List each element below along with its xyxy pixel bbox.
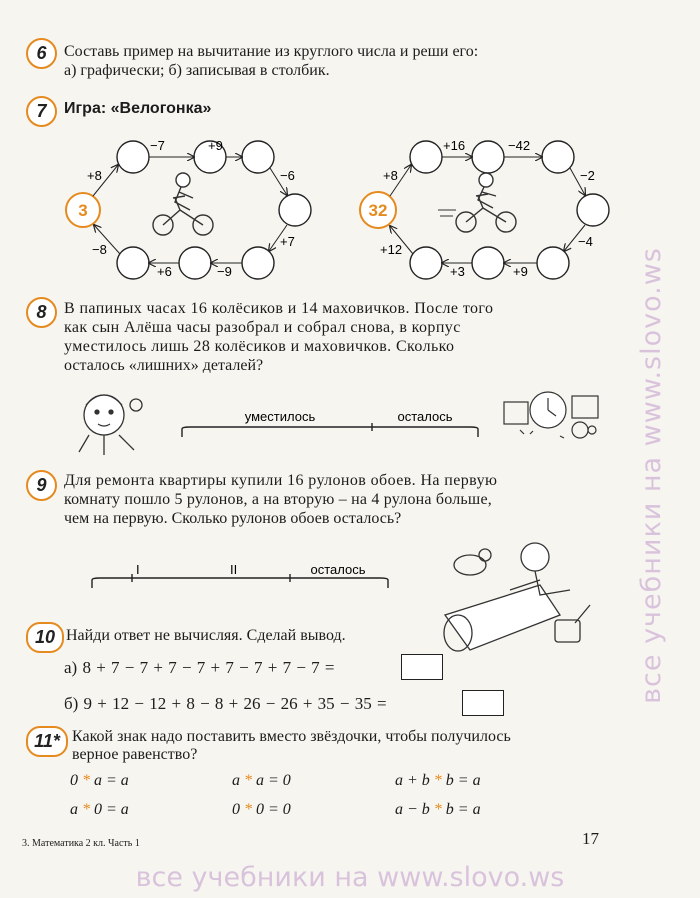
task11-text-line1: Какой знак надо поставить вместо звёздочки, чтобы получилось xyxy=(72,728,511,745)
race2-circle xyxy=(577,194,609,226)
task-number-11: 11* xyxy=(26,726,68,757)
task10-title: Найди ответ не вычисляя. Сделай вывод. xyxy=(66,627,346,644)
task9-text-line: чем на первую. Сколько рулонов обоев осталось? xyxy=(64,510,402,527)
book-credit: 3. Математика 2 кл. Часть 1 xyxy=(22,838,140,849)
equation: 0 * a = a xyxy=(70,772,129,789)
task-number-8: 8 xyxy=(26,297,57,328)
race2-circle xyxy=(472,247,504,279)
task-number-9: 9 xyxy=(26,470,57,501)
race2-op: −2 xyxy=(580,168,595,183)
race2-circle xyxy=(542,141,574,173)
race-diagram-2 xyxy=(348,130,638,280)
race2-op: +8 xyxy=(383,168,398,183)
race1-start-value: 3 xyxy=(78,201,88,220)
race2-op: +3 xyxy=(450,264,465,279)
race1-op: −6 xyxy=(280,168,295,183)
task8-text-line: осталось «лишних» деталей? xyxy=(64,357,264,374)
race1-op: +9 xyxy=(208,138,223,153)
race1-op: +7 xyxy=(280,234,295,249)
task10-expression-b: б) 9 + 12 − 12 + 8 − 8 + 26 − 26 + 35 − 35 = xyxy=(64,694,387,713)
task6-text-line2: а) графически; б) записывая в столбик. xyxy=(64,62,330,79)
race2-op: −42 xyxy=(508,138,531,153)
page-number: 17 xyxy=(582,829,599,848)
race1-circle xyxy=(117,247,149,279)
race2-op: +12 xyxy=(380,242,403,257)
task6-text-line1: Составь пример на вычитание из круглого числа и реши его: xyxy=(64,43,479,60)
segment-label-remaining: осталось xyxy=(310,562,366,577)
segment-label-fit: уместилось xyxy=(244,409,316,424)
race2-op: +16 xyxy=(443,138,466,153)
answer-box-a[interactable] xyxy=(401,654,443,680)
cyclist-illustration xyxy=(153,173,213,235)
race2-op: −4 xyxy=(578,234,593,249)
task-number-10: 10 xyxy=(26,622,64,653)
task10-expression-a: а) 8 + 7 − 7 + 7 − 7 + 7 − 7 + 7 − 7 = xyxy=(64,658,335,677)
segment-diagram-task8 xyxy=(180,405,480,441)
race1-circle xyxy=(117,141,149,173)
task11-text-line2: верное равенство? xyxy=(72,746,198,763)
race2-start-value: 32 xyxy=(368,201,388,220)
task-number-7: 7 xyxy=(26,96,57,127)
race2-op: +9 xyxy=(513,264,528,279)
race1-circle xyxy=(242,247,274,279)
segment-label-left: осталось xyxy=(397,409,453,424)
race2-circle xyxy=(410,141,442,173)
race1-op: +8 xyxy=(87,168,102,183)
task9-text-line: Для ремонта квартиры купили 16 рулонов обоев. На первую xyxy=(64,472,498,489)
boy-with-clock-illustration xyxy=(64,380,154,460)
race-diagram-1 xyxy=(55,130,340,280)
answer-box-b[interactable] xyxy=(462,690,504,716)
equation: a − b * b = a xyxy=(395,801,481,818)
race1-circle xyxy=(279,194,311,226)
race1-op: −9 xyxy=(217,264,232,279)
race2-circle xyxy=(537,247,569,279)
segment-diagram-task9 xyxy=(90,562,390,592)
race1-circle xyxy=(242,141,274,173)
side-watermark: все учебники на www.slovo.ws xyxy=(636,247,668,704)
task7-title: Игра: «Велогонка» xyxy=(64,100,212,117)
task8-text-line: уместилось лишь 28 колёсиков и маховичков. Сколько xyxy=(64,338,455,355)
race1-circle xyxy=(179,247,211,279)
race1-op: −7 xyxy=(150,138,165,153)
equation: a + b * b = a xyxy=(395,772,481,789)
race2-circle xyxy=(472,141,504,173)
cyclist-illustration xyxy=(438,173,516,232)
task8-text-line: В папиных часах 16 колёсиков и 14 маховичков. После того xyxy=(64,300,494,317)
task8-text-line: как сын Алёша часы разобрал и собрал снова, в корпус xyxy=(64,319,461,336)
bottom-watermark: все учебники на www.slovo.ws xyxy=(135,862,565,893)
race1-op: −8 xyxy=(92,242,107,257)
wallpaper-worker-illustration xyxy=(440,535,600,665)
task-number-6: 6 xyxy=(26,38,57,69)
segment-label-first: I xyxy=(136,562,140,577)
race2-circle xyxy=(410,247,442,279)
equation: a * a = 0 xyxy=(232,772,291,789)
race1-op: +6 xyxy=(157,264,172,279)
equation: a * 0 = a xyxy=(70,801,129,818)
task9-text-line: комнату пошло 5 рулонов, а на вторую – на 4 рулона больше, xyxy=(64,491,492,508)
segment-label-second: II xyxy=(230,562,238,577)
disassembled-clock-illustration xyxy=(500,382,610,444)
equation: 0 * 0 = 0 xyxy=(232,801,291,818)
